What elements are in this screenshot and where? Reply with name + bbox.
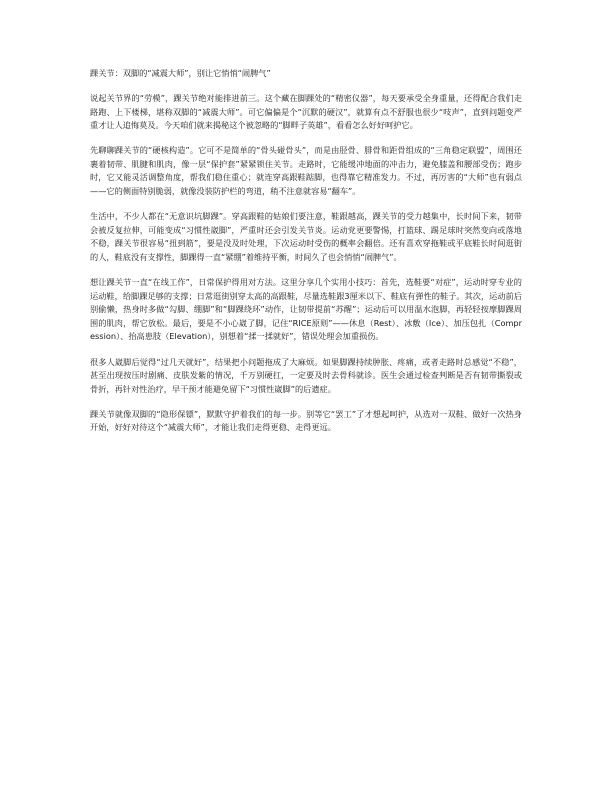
document-title: 踝关节：双脚的“减震大师”，别让它悄悄“闹脾气” bbox=[90, 68, 271, 78]
paragraph-structure: 先聊聊踝关节的“硬核构造”。它可不是简单的“骨头碰骨头”，而是由胫骨、腓骨和距骨组成的“三角稳定联盟”，周围还裹着韧带、肌腱和肌肉，像一层“保护套”紧紧锁住关节。走路时，它能缓冲地面的冲击力，避免膝盖和腰部受伤；跑步时，它又能灵活调整角度，帮我们稳住重心；就连穿高跟鞋踮脚，也得靠它精准发力。不过，再厉害的“大师”也有弱点——它的侧面特别脆弱，就像没装防护栏的弯道，稍不注意就容易“翻车”。 bbox=[90, 145, 522, 197]
paragraph-intro: 说起关节界的“劳模”，踝关节绝对能排进前三。这个藏在脚踝处的“精密仪器”，每天要承受全身重量，还得配合我们走路跑、上下楼梯，堪称双脚的“减震大师”。可它偏偏是个“沉默的硬汉”，就算有点不舒服也很少“吱声”，直到问题变严重才让人追悔莫及。今天咱们就来揭秘这个被忽略的“脚畔子英雄”，看看怎么好好呵护它。 bbox=[90, 93, 522, 131]
paragraph-daily-risks: 生活中，不少人都在“无意识坑脚踝”。穿高跟鞋的姑娘们要注意，鞋跟越高，踝关节的受力越集中，长时间下来，韧带会被反复拉伸，可能变成“习惯性崴脚”，严重时还会引发关节炎。运动党更要警惕，打篮球、踢足球时突然变向或落地不稳，踝关节很容易“扭到筋”，要是没及时处理，下次运动时受伤的概率会翻倍。还有喜欢穿拖鞋或平底鞋长时间逛街的人，鞋底没有支撑性，脚踝得一直“紧绷”着维持平衡，时间久了也会悄悄“闹脾气”。 bbox=[90, 211, 522, 262]
document-page bbox=[90, 66, 522, 446]
paragraph-seek-medical-care: 很多人崴脚后觉得“过几天就好”，结果把小问题拖成了大麻烦。如果脚踝持续肿胀、疼痛，或者走路时总感觉“不稳”，甚至出现按压时剧痛、皮肤发紫的情况，千万别硬扛，一定要及时去骨科就诊。医生会通过检查判断是否有韧带撕裂或骨折，再针对性治疗，早干预才能避免留下“习惯性崴脚”的后遗症。 bbox=[90, 356, 522, 394]
paragraph-conclusion: 踝关节就像双脚的“隐形保镖”，默默守护着我们的每一步。别等它“罢工”了才想起呵护，从选对一双鞋、做好一次热身开始，好好对待这个“减震大师”，才能让我们走得更稳、走得更远。 bbox=[90, 408, 522, 433]
paragraph-protection-tips: 想让踝关节一直“在线工作”，日常保护得用对方法。这里分享几个实用小技巧：首先，选鞋要“对症”，运动时穿专业的运动鞋，给脚踝足够的支撑；日常逛街别穿太高的高跟鞋，尽量选鞋跟3厘米以下、鞋底有弹性的鞋子。其次，运动前后别偷懒，热身时多做“勾脚、绷脚”和“脚踝绕环”动作，让韧带提前“苏醒”；运动后可以用温水泡脚，再轻轻按摩脚踝周围的肌肉，帮它放松。最后，要是不小心崴了脚，记住“RICE原则”——休息（Rest）、冰敷（Ice）、加压包扎（Compression）、抬高患肢（Elevation），别想着“揉一揉就好”，错误处理会加重损伤。 bbox=[90, 277, 522, 342]
